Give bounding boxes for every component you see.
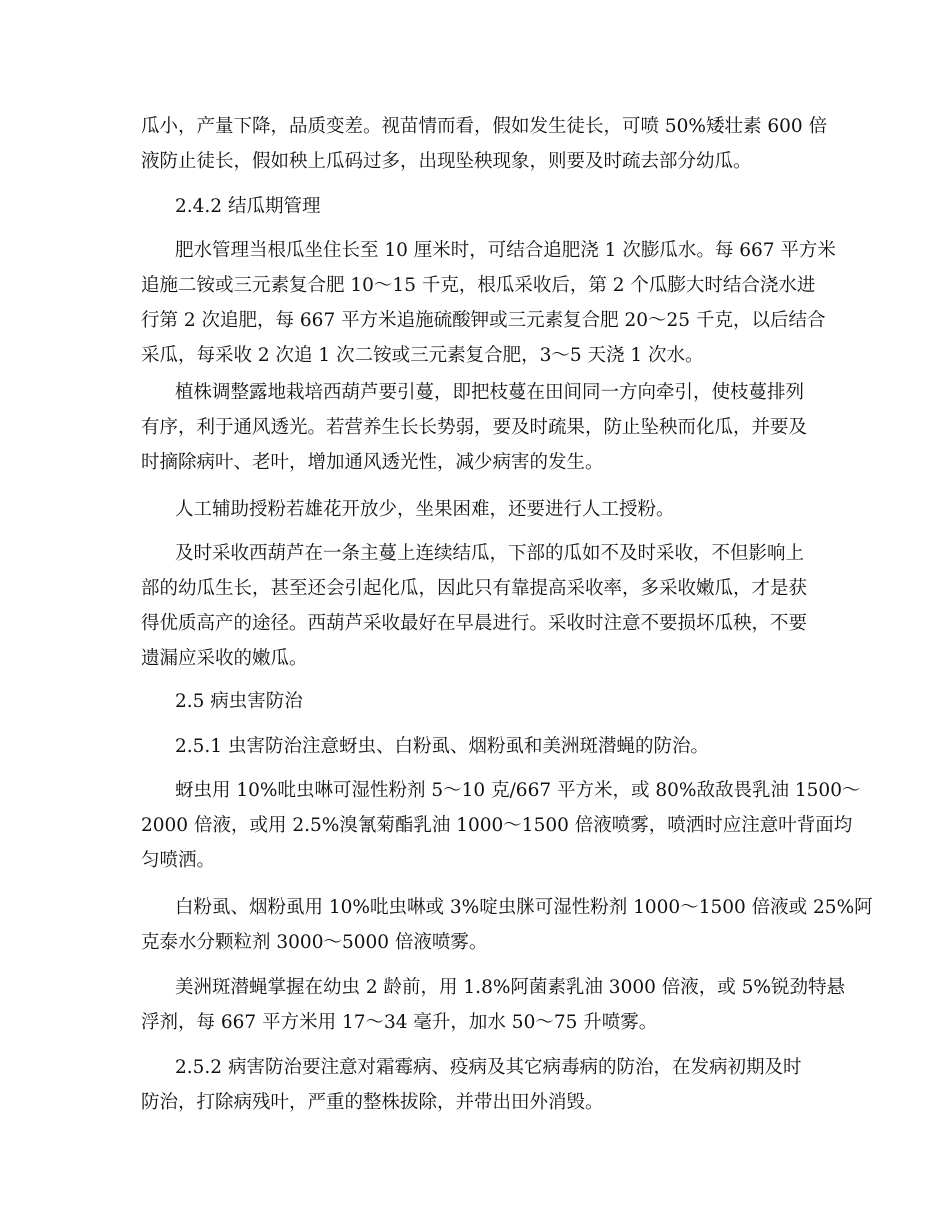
text-line: 植株调整露地栽培西葫芦要引蔓，即把枝蔓在田间同一方向牵引，使枝蔓排列 — [175, 382, 805, 403]
heading-text: 2.5.1 虫害防治注意蚜虫、白粉虱、烟粉虱和美洲斑潜蝇的防治。 — [175, 736, 709, 757]
heading-text: 2.4.2 结瓜期管理 — [175, 196, 321, 217]
text-line: 匀喷洒。 — [141, 850, 216, 871]
text-line: 2000 倍液，或用 2.5%溴氰菊酯乳油 1000～1500 倍液喷雾，喷洒时应注意叶背面均 — [141, 815, 853, 836]
paragraph-pollination — [141, 492, 813, 527]
text-line: 2.5.2 病害防治要注意对霜霉病、疫病及其它病毒病的防治，在发病初期及时 — [175, 1057, 802, 1078]
paragraph-fertilizer — [141, 233, 836, 373]
text-line: 液防止徒长，假如秧上瓜码过多，出现坠秧现象，则要及时疏去部分幼瓜。 — [141, 151, 752, 172]
text-line: 瓜小，产量下降，品质变差。视苗情而看，假如发生徒长，可喷 50%矮壮素 600 倍 — [141, 116, 828, 137]
text-line: 采瓜，每采收 2 次追 1 次二铵或三元素复合肥，3～5 天浇 1 次水。 — [141, 345, 704, 366]
text-line: 白粉虱、烟粉虱用 10%吡虫啉或 3%啶虫脒可湿性粉剂 1000～1500 倍液或 25%阿 — [175, 897, 873, 918]
paragraph-plant-adjust — [141, 375, 813, 480]
text-line: 追施二铵或三元素复合肥 10～15 千克，根瓜采收后，第 2 个瓜膨大时结合浇水进 — [141, 275, 816, 296]
paragraph-disease-control — [141, 1050, 813, 1120]
section-heading-2-5 — [141, 684, 813, 719]
text-line: 遗漏应采收的嫩瓜。 — [141, 648, 308, 669]
paragraph-whitefly — [141, 890, 873, 960]
text-line: 及时采收西葫芦在一条主蔓上连续结瓜，下部的瓜如不及时采收，不但影响上 — [175, 543, 805, 564]
text-line: 得优质高产的途径。西葫芦采收最好在早晨进行。采收时注意不要损坏瓜秧，不要 — [141, 613, 808, 634]
text-line: 有序，利于通风透光。若营养生长长势弱，要及时疏果，防止坠秧而化瓜，并要及 — [141, 417, 808, 438]
paragraph-1 — [141, 109, 828, 179]
text-line: 浮剂，每 667 平方米用 17～34 毫升，加水 50～75 升喷雾。 — [141, 1012, 658, 1033]
section-heading-2-4-2 — [141, 189, 813, 224]
text-line: 克泰水分颗粒剂 3000～5000 倍液喷雾。 — [141, 932, 488, 953]
paragraph-aphid — [141, 773, 861, 878]
text-line: 时摘除病叶、老叶，增加通风透光性，减少病害的发生。 — [141, 452, 604, 473]
text-line: 部的幼瓜生长，甚至还会引起化瓜，因此只有靠提高采收率，多采收嫩瓜，才是获 — [141, 578, 808, 599]
text-line: 行第 2 次追肥，每 667 平方米追施硫酸钾或三元素复合肥 20～25 千克，以后结合 — [141, 310, 826, 331]
paragraph-harvest — [141, 536, 813, 676]
text-line: 蚜虫用 10%吡虫啉可湿性粉剂 5～10 克/667 平方米，或 80%敌敌畏乳油 1500～ — [175, 780, 861, 801]
text-line: 肥水管理当根瓜坐住长至 10 厘米时，可结合追肥浇 1 次膨瓜水。每 667 平方米 — [175, 240, 836, 261]
text-line: 人工辅助授粉若雄花开放少，坐果困难，还要进行人工授粉。 — [175, 499, 675, 520]
paragraph-leafminer — [141, 970, 845, 1040]
section-heading-2-5-1 — [141, 729, 813, 764]
heading-text: 2.5 病虫害防治 — [175, 691, 303, 712]
text-line: 防治，打除病残叶，严重的整株拔除，并带出田外消毁。 — [141, 1092, 604, 1113]
text-line: 美洲斑潜蝇掌握在幼虫 2 龄前，用 1.8%阿菌素乳油 3000 倍液，或 5%锐劲特悬 — [175, 977, 845, 998]
